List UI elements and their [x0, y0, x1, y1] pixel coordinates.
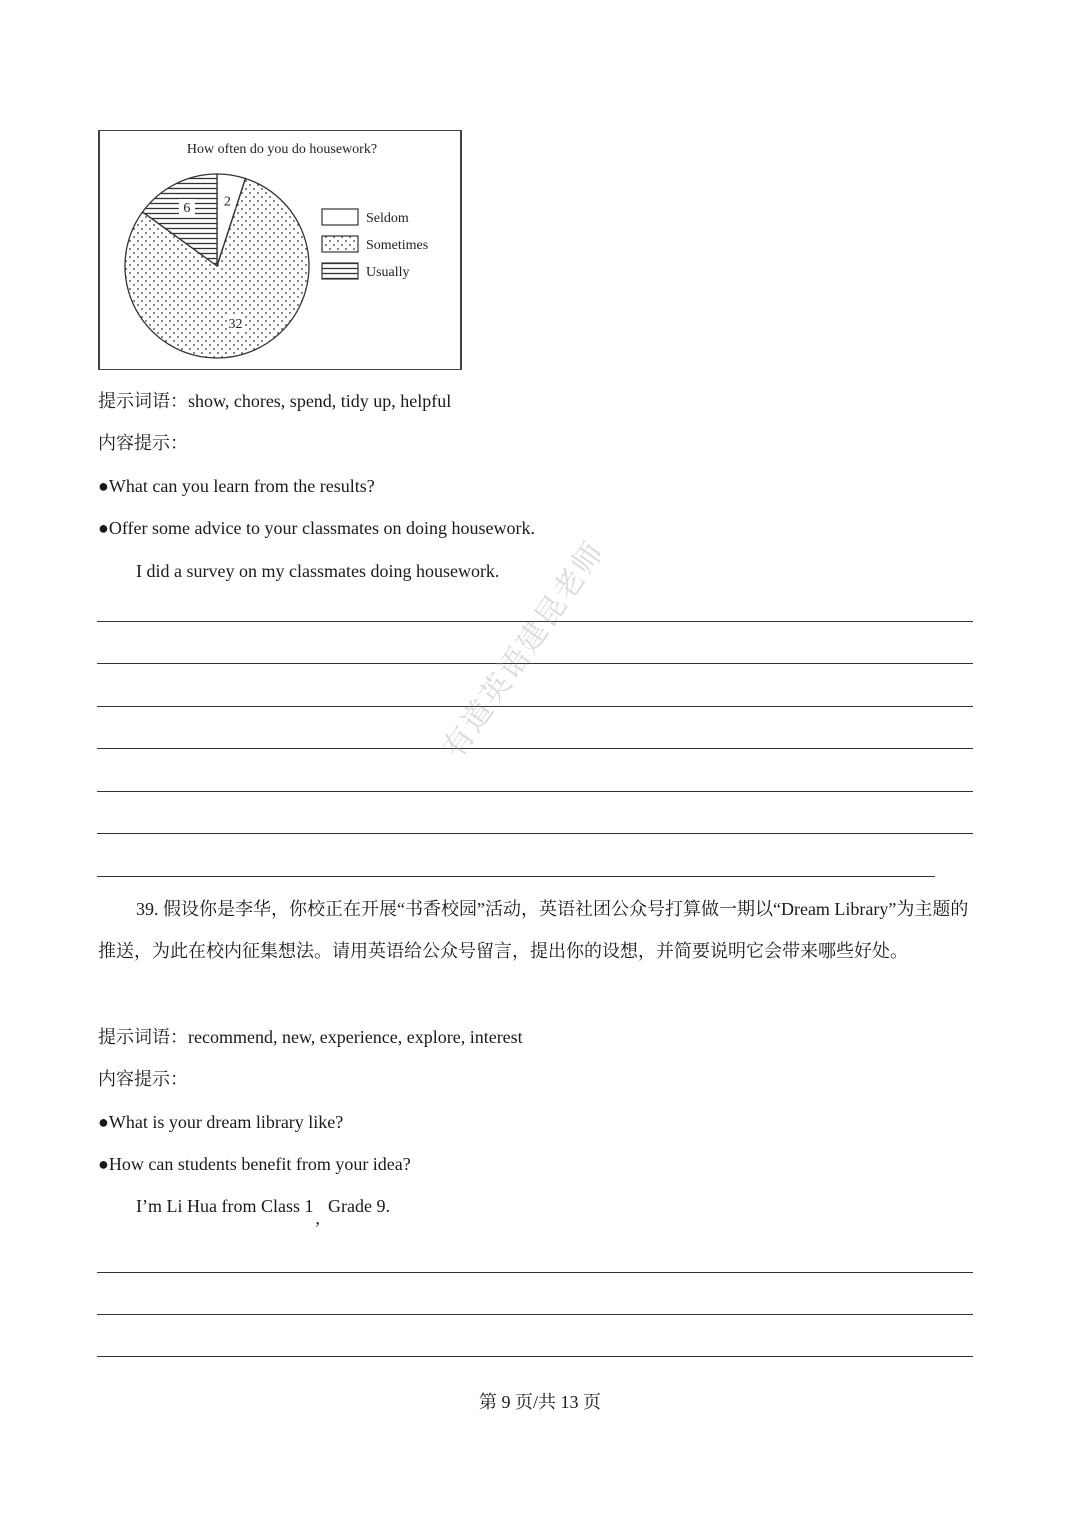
legend-swatch-usually	[322, 263, 358, 279]
legend-label-usually: Usually	[366, 265, 410, 280]
q38-writing-line-4[interactable]	[97, 748, 973, 749]
q38-writing-line-3[interactable]	[97, 706, 973, 707]
legend-swatch-seldom	[322, 209, 358, 225]
q39-opening-comma: ,	[315, 1208, 320, 1228]
q39-content-hint-label: 内容提示：	[98, 1069, 188, 1089]
watermark: 有道英语建昆老师	[436, 534, 613, 765]
q39-opening-sentence	[136, 1194, 390, 1228]
q38-bullet-1: ●What can you learn from the results?	[98, 476, 375, 496]
pie-label-usually: 6	[183, 201, 191, 216]
q39-writing-line-1[interactable]	[97, 1272, 973, 1273]
legend-label-seldom: Seldom	[366, 211, 409, 226]
q39-prompt: 39. 假设你是李华，你校正在开展“书香校园”活动，英语社团公众号打算做一期以“Dream Library”为主题的推送，为此在校内征集想法。请用英语给公众号留言，提出你的设想，并简要说明它会带来哪些好处。	[98, 899, 969, 961]
q38-content-hint-label: 内容提示：	[98, 433, 188, 453]
chart-legend	[322, 209, 428, 280]
legend-label-sometimes: Sometimes	[366, 238, 429, 253]
pie-label-seldom: 2	[223, 194, 231, 210]
pie-chart	[100, 131, 462, 369]
pie-label-sometimes: 32	[228, 316, 243, 332]
chart-title: How often do you do housework?	[186, 142, 378, 157]
q39-opening-part-2: Grade 9.	[327, 1196, 390, 1216]
pie-chart-frame	[98, 130, 462, 370]
pie-slices	[125, 174, 309, 358]
page-footer: 第 9 页/共 13 页	[478, 1392, 601, 1412]
q39-writing-line-3[interactable]	[97, 1356, 973, 1357]
q38-writing-line-6[interactable]	[97, 833, 973, 834]
q38-hint-words: 提示词语：show, chores, spend, tidy up, helpful	[98, 391, 452, 411]
q39-opening-part-1: I’m Li Hua from Class 1	[136, 1196, 314, 1216]
q38-writing-line-7[interactable]	[97, 876, 935, 877]
q38-bullet-2: ●Offer some advice to your classmates on doing housework.	[98, 518, 535, 538]
q39-writing-line-2[interactable]	[97, 1314, 973, 1315]
q39-bullet-2: ●How can students benefit from your idea?	[98, 1154, 411, 1174]
q39-bullet-1: ●What is your dream library like?	[98, 1112, 344, 1132]
q38-writing-line-5[interactable]	[97, 791, 973, 792]
legend-swatch-sometimes	[322, 236, 358, 252]
q39-hint-words: 提示词语：recommend, new, experience, explore, interest	[98, 1027, 523, 1047]
q38-opening-sentence: I did a survey on my classmates doing housework.	[136, 561, 500, 581]
